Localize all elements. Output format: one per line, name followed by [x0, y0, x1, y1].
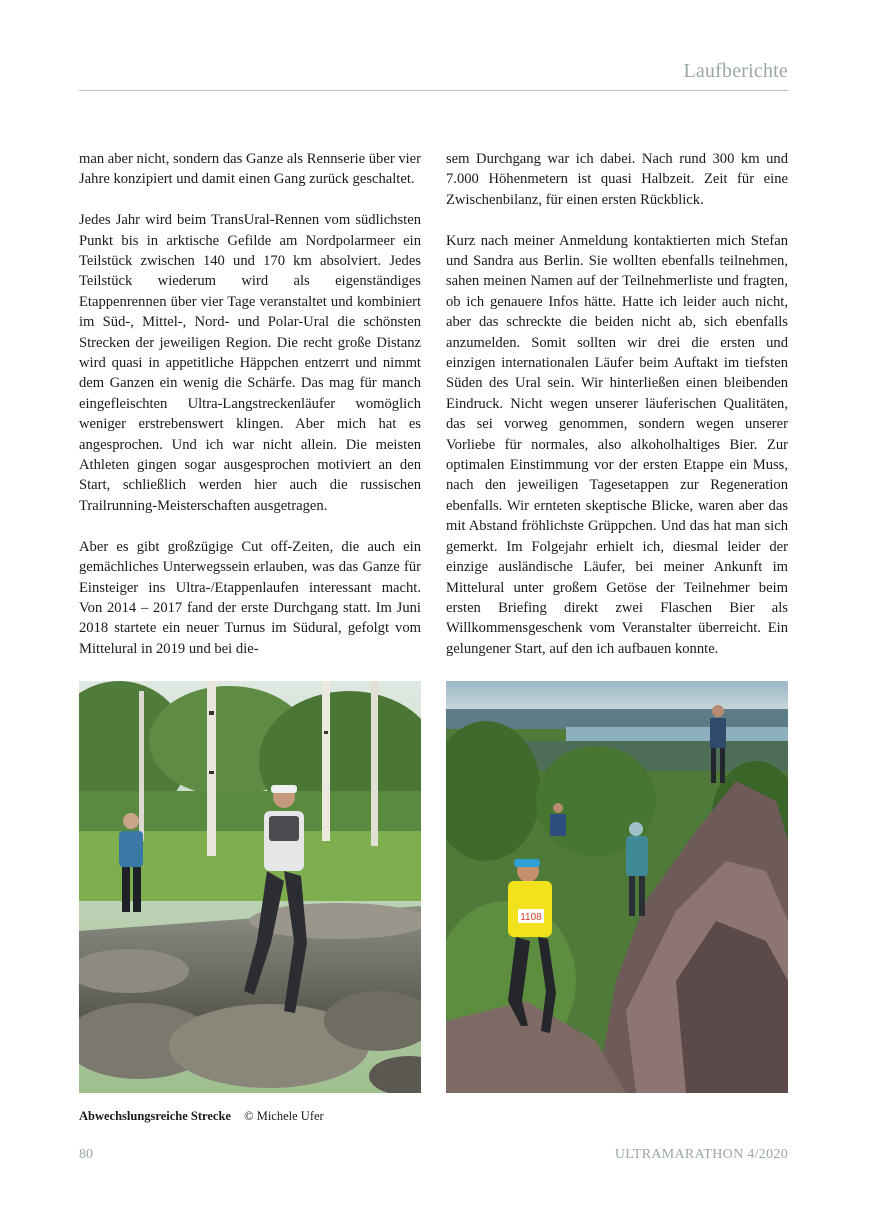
paragraph: sem Durchgang war ich dabei. Nach rund 300 km und 7.000 Höhenmetern ist quasi Halbzeit. Zeit für eine Zwischenbilanz, für einen ersten Rückblick. [446, 151, 788, 208]
left-column [79, 149, 421, 680]
page-number: 80 [79, 1147, 93, 1162]
caption-credit: © Michele Ufer [244, 1109, 324, 1123]
right-column [446, 149, 788, 680]
caption-title: Abwechslungsreiche Strecke [79, 1109, 231, 1123]
paragraph: Jedes Jahr wird beim TransUral-Rennen vom südlichsten Punkt bis in arktische Gefilde am Nordpolarmeer ein Teilstück zwischen 140 und 170 km absolviert. Jedes Teilstück wiederum wird als eigenständiges Etappenrennen über vier Tage veranstaltet und kombiniert im Süd-, Mittel-, Nord- und Polar-Ural die schönsten Strecken der jeweiligen Region. Die recht große Distanz wird quasi in appetitliche Häppchen entzerrt und nimmt dem Ganzen ein wenig die Schärfe. Das mag für manch eingefleischten Ultra-Langstreckenläufer womöglich weniger erstrebenswert klingen. Aber mich hat es angesprochen. Und ich war nicht allein. Die meisten Athleten gingen sogar ausgesprochen motiviert an den Start, schließlich werden hier auch die russischen Trailrunning-Meisterschaften ausgetragen. [79, 212, 421, 514]
section-title: Laufberichte [683, 60, 788, 82]
photo-forest-stream [79, 681, 421, 1093]
header-rule [79, 90, 788, 91]
paragraph: Aber es gibt großzügige Cut off-Zeiten, die auch ein gemächliches Unterwegssein erlauben, was das Ganze für Einsteiger ins Ultra-/Etappenlaufen interessant macht. Von 2014 – 2017 fand der erste Durchgang statt. Im Juni 2018 startete ein neuer Turnus im Südural, gefolgt vom Mittelural in 2019 und bei die- [79, 538, 421, 657]
paragraph: Kurz nach meiner Anmeldung kontaktierten mich Stefan und Sandra aus Berlin. Sie wollten ebenfalls teilnehmen, sahen meinen Namen auf der Teilnehmerliste und fragten, ob ich genauere Infos hätte. Hatte ich leider auch nicht, aber das schreckte die beiden nicht ab, sich ebenfalls anzumelden. Somit sollten wir drei die ersten und einzigen internationalen Läufer beim Auftakt im tiefsten Süden des Ural sein. Wir hinterließen einen bleibenden Eindruck. Nicht wegen unserer läuferischen Qualitäten, das sei vorweg genommen, sondern wegen unserer Vorliebe für normales, also alkoholhaltiges Bier. Zur optimalen Einstimmung vor der ersten Etappe ein Muss, nach den jeweiligen Tagesetappen zur Regeneration ebenfalls. Wir ernteten skeptische Blicke, waren aber das mit Abstand fröhlichste Grüppchen. Und das hat man sich gemerkt. Im Folgejahr erhielt ich, diesmal leider der einzige ausländische Läufer, bei meiner Ankunft im Mittelural unter großem Getöse der Teilnehmer beim ersten Briefing direkt zwei Flaschen Bier als Willkommensgeschenk vom Veranstalter überreicht. Ein gelungener Start, auf den ich aufbauen konnte. [446, 232, 788, 657]
magazine-issue: ULTRAMARATHON 4/2020 [614, 1147, 788, 1162]
photo-caption [79, 1109, 324, 1124]
bib-number: 1108 [520, 912, 542, 923]
paragraph: man aber nicht, sondern das Ganze als Rennserie über vier Jahre konzipiert und damit einen Gang zurück geschaltet. [79, 151, 422, 188]
photo-rocky-ridge [446, 681, 788, 1093]
